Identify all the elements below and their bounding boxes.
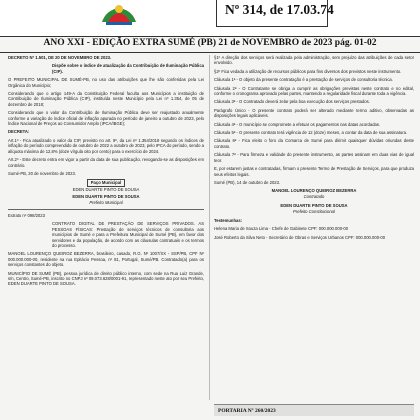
extract-municipality: MUNICÍPIO DE SUMÉ (PB), pessoa jurídica de direito público interno, com sede na Rua Luiz Grande, s/n, Centro, Sumé-PB, inscrito no CNPJ nº 09.073.628/0001-91, representado neste ato por seu Prefeito, EDEN DUARTE PINTO DE SOUSA.: [8, 270, 204, 287]
right-column: [214, 55, 414, 243]
clause-1: §1º A direção dos serviços será realizada pela administração, sem prejuízo das atribuições de cada setor envolvido.: [214, 55, 414, 66]
witness-2: José Roberto da Silva Neto - Secretário de Obras e Serviços Urbanos CPF: 000.000.000-00: [214, 234, 386, 240]
clause-8: Cláusula 5ª - O presente contrato terá vigência de 12 (doze) meses, a contar da data de sua assinatura.: [214, 130, 408, 136]
extract-body: CONTRATO DIGITAL DE PRESTAÇÃO DE SERVIÇOS PRIVADOS. AS PESSOAS FÍSICAS: Prestação de serviços técnicos de consultoria aos municípios de Sumé e para a Prefeitura Municipal de Sumé (PB), em favor dos servidores e da população, de acordo com as cláusulas contratuais e os termos do processo.: [52, 221, 204, 248]
decree-article-2: Art.2º - Este decreto entra em vigor a partir da data de sua publicação, revogando-se as disposições em contrário.: [8, 157, 204, 168]
decree-place-date: Sumé-PB, 20 de novembro de 2023.: [8, 170, 76, 176]
clause-2: §2º Fica vedada a utilização de recursos públicos para fins diversos dos previstos neste instrumento.: [214, 68, 402, 74]
decree-seal-stamp: [8, 179, 204, 192]
clause-10: Cláusula 7ª - Para firmeza e validade do presente instrumento, as partes assinam em duas vias de igual teor.: [214, 152, 414, 163]
mayor-signature-role: Prefeito Constitucional: [293, 208, 335, 214]
clause-3: Cláusula 1ª - O objeto da presente contratação é a prestação de serviços de consultoria técnica.: [214, 77, 393, 83]
decree-signatory-name: EDEN DUARTE PINTO DE SOUSA: [72, 194, 140, 200]
clause-11: E, por estarem justas e contratadas, firmam o presente Termo de Prestação de Serviços, para que produza seus efeitos legais.: [214, 166, 414, 177]
stamp-line-1: Paço Municipal: [87, 179, 125, 186]
clause-6: Parágrafo Único - O presente contrato poderá ser alterado mediante termo aditivo, observadas as disposições legais aplicáveis.: [214, 107, 414, 119]
decree-signatory-role: Prefeito Municipal: [89, 199, 123, 205]
witnesses-label: Testemunhas:: [214, 217, 243, 223]
decree-title: DECRETO Nº 1.501, DE 20 DE NOVEMBRO DE 2023.: [8, 55, 112, 60]
edition-line: ANO XXI - EDIÇÃO EXTRA SUMÉ (PB) 21 de NOVEMBRO de 2023 pág. 01-02: [43, 38, 377, 48]
extract-contractor: MANOEL LOURENÇO QUEIROZ BEZERRA, brasileiro, casado, R.G. Nº 1007/XX - SSP/PB, CPF Nº 000.000.000-00, residente na rua Epitácio Pessoa, nº 81, Portugal, Sumé/PB. Contratado(a) para os serviços constantes do objeto.: [8, 251, 204, 268]
contract-place-date: Sumé (PB), 14 de outubro de 2023.: [214, 179, 281, 185]
law-number: Nº 314, de 17.03.74: [225, 2, 334, 17]
stamp-line-3: PINTO DE SOUSA: [103, 186, 140, 192]
column-divider: [209, 55, 210, 400]
municipal-coat-of-arms: [96, 0, 142, 26]
decree-consideration-1: Considerando que o artigo 149-A da Constituição Federal faculta aos Municípios a instituição de Contribuição de Iluminação Pública (CIP), instituída neste Município pela Lei nº 1.354, de 05 de dezembro de 2018;: [8, 91, 204, 107]
section-divider: [8, 209, 204, 210]
decree-preamble: O PREFEITO MUNICIPAL DE SUMÉ-PB, no uso das atribuições que lhe são conferidas pela Lei Orgânica do Município;: [8, 77, 204, 88]
left-column: [8, 55, 204, 290]
decree-article-1: Art.1º - Fica atualizado o valor da CIP, previsto no art. 9º, da Lei nº 1.354/2018 segundo os índices de inflação do período compreendido de outubro de 2022 a outubro de 2023, pelo IPCA do período, sendo a alíquota máxima de 12,8% (doze vírgula oito por cento) para o exercício de 2024.: [8, 137, 204, 154]
gazette-header: [0, 0, 420, 36]
decree-consideration-2: Considerando que o valor da Contribuição de Iluminação Pública deve ser reajustado anualmente conforme a variação do índice oficial de inflação apurada no período de janeiro a outubro de 2023, pelo Índice Nacional de Preços ao Consumidor Amplo (IPCA/IBGE);: [8, 110, 204, 127]
decree-decreta: DECRETA:: [8, 129, 30, 135]
clause-7: Cláusula 4ª - O município se compromete a efetuar os pagamentos nas datas acordadas.: [214, 121, 381, 127]
clause-4: Cláusula 2ª - O Contratante se obriga a cumprir as obrigações previstas neste contrato e no edital, conforme o cronograma aprovado pelas partes, mantendo a regularidade fiscal durante toda a vigência.: [214, 85, 414, 97]
contractor-signature-role: Contratado: [303, 193, 325, 199]
header-rule: [0, 36, 420, 37]
law-reference-box: [216, 0, 334, 27]
edition-rule: [0, 52, 420, 53]
clause-5: Cláusula 3ª - O Contratado deverá zelar pela boa execução dos serviços prestados.: [214, 99, 370, 105]
contractor-signature-name: MANOEL LOURENÇO QUEIROZ BEZERRA: [271, 188, 357, 194]
next-section-title: PORTARIA Nº 260/2023: [214, 404, 414, 416]
extract-title: Extrato nº 098/2023: [8, 212, 45, 218]
witness-1: Helena Maria de Souza Lima - Chefe de Gabinete CPF: 000.000.000-00: [214, 226, 349, 232]
stamp-line-2: EDEN DUARTE: [72, 186, 103, 192]
clause-9: Cláusula 6ª - Fica eleito o foro da Comarca de Sumé para dirimir quaisquer dúvidas oriundas deste contrato.: [214, 138, 414, 149]
mayor-signature-name: EDEN DUARTE PINTO DE SOUSA: [280, 203, 348, 209]
decree-summary: Dispõe sobre o índice de atualização da Contribuição de Iluminação Pública (CIP).: [52, 63, 204, 74]
